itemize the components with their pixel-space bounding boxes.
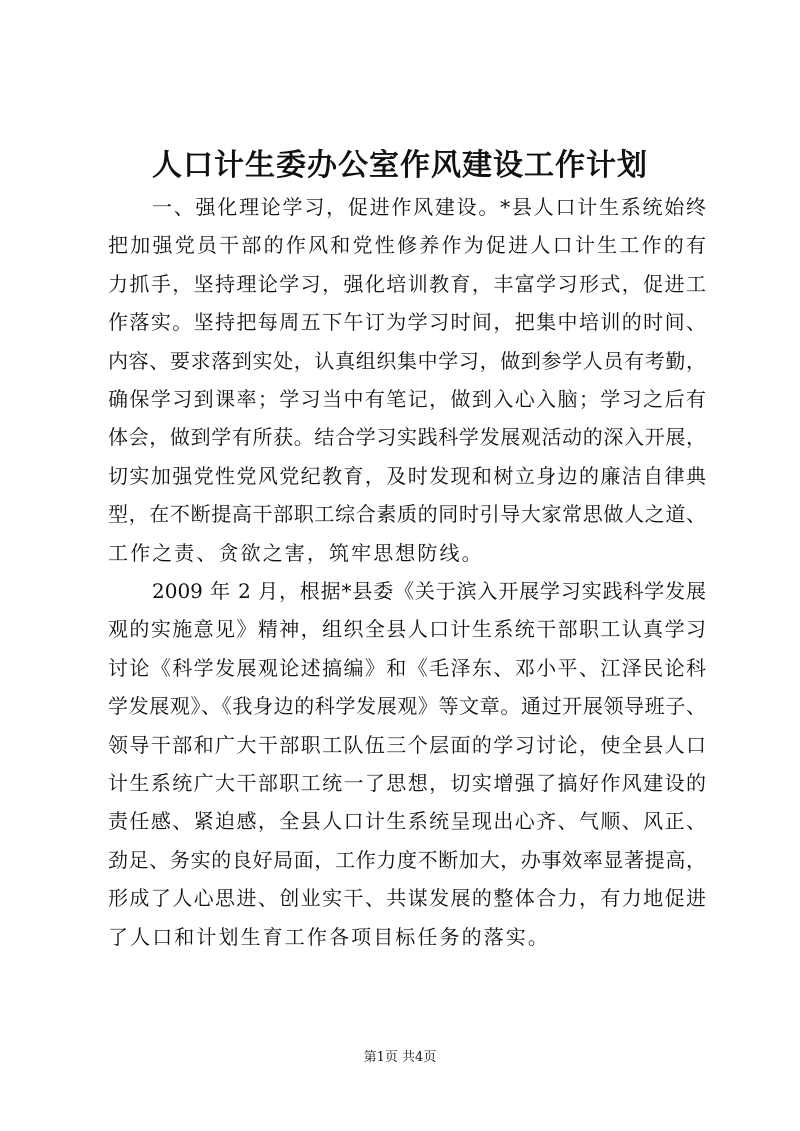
paragraph-1-line: 体会，做到学有所获。结合学习实践科学发展观活动的深入开展， (108, 425, 706, 450)
paragraph-1-line: 作落实。坚持把每周五下午订为学习时间，把集中培训的时间、 (108, 310, 706, 335)
paragraph-1-line: 一、强化理论学习，促进作风建设。*县人口计生系统始终 (152, 195, 706, 219)
document-title: 人口计生委办公室作风建设工作计划 (152, 148, 648, 183)
paragraph-2-line: 了人口和计划生育工作各项目标任务的落实。 (108, 924, 550, 949)
paragraph-2-line: 讨论《科学发展观论述搞编》和《毛泽东、邓小平、江泽民论科 (108, 655, 706, 680)
paragraph-1-line: 确保学习到课率；学习当中有笔记，做到入心入脑；学习之后有 (108, 387, 706, 411)
paragraph-2-line: 领导干部和广大干部职工队伍三个层面的学习讨论，使全县人口 (108, 732, 706, 757)
paragraph-2-line: 劲足、务实的良好局面，工作力度不断加大，办事效率显著提高， (108, 847, 706, 872)
paragraph-1-line: 把加强党员干部的作风和党性修养作为促进人口计生工作的有 (108, 233, 706, 258)
paragraph-2-line: 责任感、紧迫感，全县人口计生系统呈现出心齐、气顺、风正、 (108, 809, 706, 834)
paragraph-1-line: 型，在不断提高干部职工综合素质的同时引导大家常思做人之道、 (108, 502, 706, 527)
paragraph-2-line: 计生系统广大干部职工统一了思想，切实增强了搞好作风建设的 (108, 771, 706, 795)
page-footer: 第1页 共4页 (363, 1050, 437, 1065)
paragraph-2-line: 观的实施意见》精神，组织全县人口计生系统干部职工认真学习 (108, 617, 706, 642)
paragraph-1-line: 内容、要求落到实处，认真组织集中学习，做到参学人员有考勤， (108, 348, 706, 373)
paragraph-2-line: 2009 年 2 月，根据*县委《关于滨入开展学习实践科学发展 (152, 579, 706, 603)
paragraph-1-line: 工作之责、贪欲之害，筑牢思想防线。 (108, 540, 484, 565)
paragraph-1-line: 切实加强党性党风党纪教育，及时发现和树立身边的廉洁自律典 (108, 463, 706, 488)
paragraph-2-line: 学发展观》、《我身边的科学发展观》等文章。通过开展领导班子、 (108, 694, 706, 719)
paragraph-2-line: 形成了人心思进、创业实干、共谋发展的整体合力，有力地促进 (108, 886, 706, 911)
paragraph-1-line: 力抓手，坚持理论学习，强化培训教育，丰富学习形式，促进工 (108, 271, 706, 296)
